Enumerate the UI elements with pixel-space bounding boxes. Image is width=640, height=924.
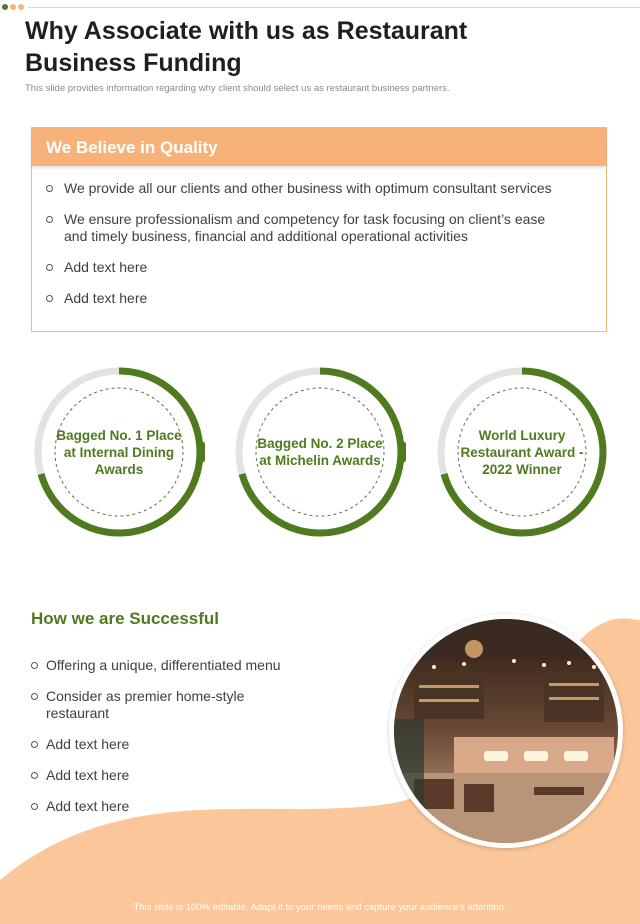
list-item-text: Add text here bbox=[46, 798, 130, 814]
arrow-right-icon bbox=[401, 440, 406, 464]
list-item bbox=[31, 767, 296, 784]
list-item-text: We provide all our clients and other business with optimum consultant services bbox=[64, 180, 552, 196]
success-list bbox=[31, 657, 296, 829]
bullet-icon bbox=[31, 772, 38, 779]
award-circle-1 bbox=[33, 366, 205, 538]
decorative-dots bbox=[2, 4, 24, 10]
list-item-text: We ensure professionalism and competency for task focusing on client’s ease and timely business, financial and additional operational activities bbox=[64, 211, 546, 244]
list-item bbox=[46, 180, 564, 197]
bullet-icon bbox=[31, 662, 38, 669]
list-item bbox=[31, 798, 296, 815]
bullet-icon bbox=[31, 693, 38, 700]
footer-note: This slide is 100% editable. Adapt it to your needs and capture your audience's attention. bbox=[133, 902, 507, 913]
list-item bbox=[31, 736, 296, 753]
list-item bbox=[46, 211, 564, 245]
quality-list bbox=[32, 166, 606, 307]
award-text: Bagged No. 1 Place at Internal Dining Awards bbox=[56, 427, 182, 477]
page-subtitle: This slide provides information regarding why client should select us as restaurant business partners. bbox=[25, 83, 450, 94]
top-divider bbox=[28, 7, 640, 8]
list-item bbox=[31, 688, 296, 722]
list-item-text: Consider as premier home-style restaurant bbox=[46, 688, 245, 721]
award-circle-3 bbox=[436, 366, 608, 538]
quality-heading: We Believe in Quality bbox=[32, 128, 606, 166]
list-item-text: Add text here bbox=[64, 290, 148, 306]
list-item bbox=[46, 259, 564, 276]
success-heading: How we are Successful bbox=[31, 609, 220, 628]
award-text: Bagged No. 2 Place at Michelin Awards bbox=[257, 436, 383, 468]
list-item-text: Add text here bbox=[46, 767, 130, 783]
quality-panel bbox=[31, 127, 607, 332]
bullet-icon bbox=[46, 185, 53, 192]
list-item bbox=[31, 657, 296, 674]
restaurant-photo bbox=[389, 614, 623, 848]
list-item-text: Add text here bbox=[46, 736, 130, 752]
arrow-right-icon bbox=[200, 440, 205, 464]
bullet-icon bbox=[46, 264, 53, 271]
bullet-icon bbox=[31, 803, 38, 810]
bullet-icon bbox=[46, 216, 53, 223]
restaurant-interior-photo-icon bbox=[394, 619, 618, 843]
list-item-text: Add text here bbox=[64, 259, 148, 275]
bullet-icon bbox=[46, 295, 53, 302]
page-title: Why Associate with us as Restaurant Business Funding bbox=[25, 17, 468, 77]
award-circle-2 bbox=[234, 366, 406, 538]
list-item bbox=[46, 290, 564, 307]
award-text: World Luxury Restaurant Award - 2022 Winner bbox=[460, 427, 584, 477]
bullet-icon bbox=[31, 741, 38, 748]
list-item-text: Offering a unique, differentiated menu bbox=[46, 657, 281, 673]
